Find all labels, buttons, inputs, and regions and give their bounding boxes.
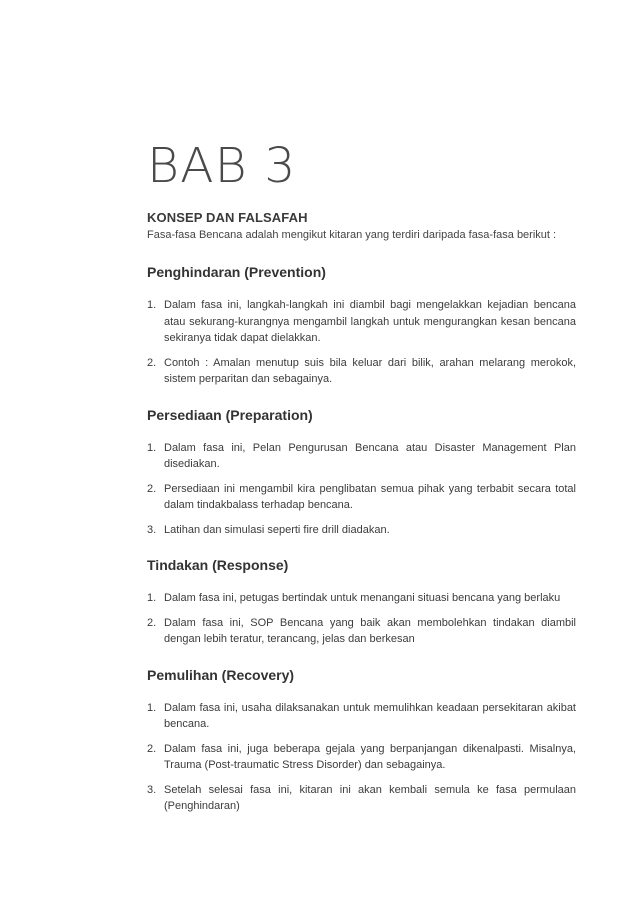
item-number: 1. [147, 299, 157, 311]
item-text: Latihan dan simulasi seperti fire drill diadakan. [164, 523, 390, 536]
item-number: 2. [147, 356, 157, 369]
item-text: Dalam fasa ini, langkah-langkah ini diambil bagi mengelakkan kejadian bencana atau sekurang-kurangnya mengambil langkah untuk mengurangkan kesan bencana sekiranya tidak dapat dielakkan. [164, 299, 576, 344]
item-number: 3. [147, 783, 157, 796]
section-heading: Pemulihan (Recovery) [147, 666, 295, 683]
item-list [147, 700, 576, 815]
item-list [147, 440, 576, 539]
section-response [147, 556, 576, 648]
list-item [147, 522, 576, 539]
section-heading: Persediaan (Preparation) [147, 406, 313, 423]
list-item [147, 741, 576, 774]
document-page [147, 138, 576, 823]
item-number: 1. [147, 441, 157, 454]
list-item [147, 590, 576, 607]
list-item [147, 481, 576, 514]
section-heading: Penghindaran (Prevention) [147, 264, 326, 280]
list-item [147, 440, 576, 473]
item-number: 2. [147, 742, 157, 755]
section-preparation [147, 406, 576, 539]
section-prevention [147, 263, 576, 388]
item-text: Dalam fasa ini, usaha dilaksanakan untuk memulihkan keadaan persekitaran akibat bencana. [164, 701, 576, 730]
chapter-title: KONSEP DAN FALSAFAH [147, 210, 308, 225]
list-item [147, 782, 576, 815]
chapter-label: BAB 3 [147, 138, 297, 194]
section-recovery [147, 666, 576, 815]
item-text: Dalam fasa ini, juga beberapa gejala yang berpanjangan dikenalpasti. Misalnya, Trauma (Post-traumatic Stress Disorder) dan sebagainya. [164, 742, 576, 771]
chapter-intro: Fasa-fasa Bencana adalah mengikut kitaran yang terdiri daripada fasa-fasa berikut : [147, 229, 557, 241]
item-text: Dalam fasa ini, petugas bertindak untuk menangani situasi bencana yang berlaku [164, 592, 561, 604]
list-item [147, 615, 576, 648]
item-number: 1. [147, 701, 157, 714]
item-text: Setelah selesai fasa ini, kitaran ini akan kembali semula ke fasa permulaan (Penghindaran) [164, 783, 576, 812]
item-text: Dalam fasa ini, Pelan Pengurusan Bencana atau Disaster Management Plan disediakan. [164, 441, 576, 470]
item-text: Dalam fasa ini, SOP Bencana yang baik akan membolehkan tindakan diambil dengan lebih teratur, terancang, jelas dan berkesan [164, 616, 576, 645]
item-list [147, 297, 576, 388]
item-number: 1. [147, 592, 157, 604]
item-list [147, 590, 576, 648]
item-number: 3. [147, 523, 157, 536]
item-text: Contoh : Amalan menutup suis bila keluar dari bilik, arahan melarang merokok, sistem perparitan dan sebagainya. [164, 356, 576, 385]
list-item [147, 355, 576, 388]
item-number: 2. [147, 482, 157, 495]
list-item [147, 700, 576, 733]
section-heading: Tindakan (Response) [147, 557, 289, 573]
item-text: Persediaan ini mengambil kira penglibatan semua pihak yang terbabit secara total dalam tindakbalass terhadap bencana. [164, 482, 576, 511]
list-item [147, 297, 576, 347]
item-number: 2. [147, 616, 157, 629]
